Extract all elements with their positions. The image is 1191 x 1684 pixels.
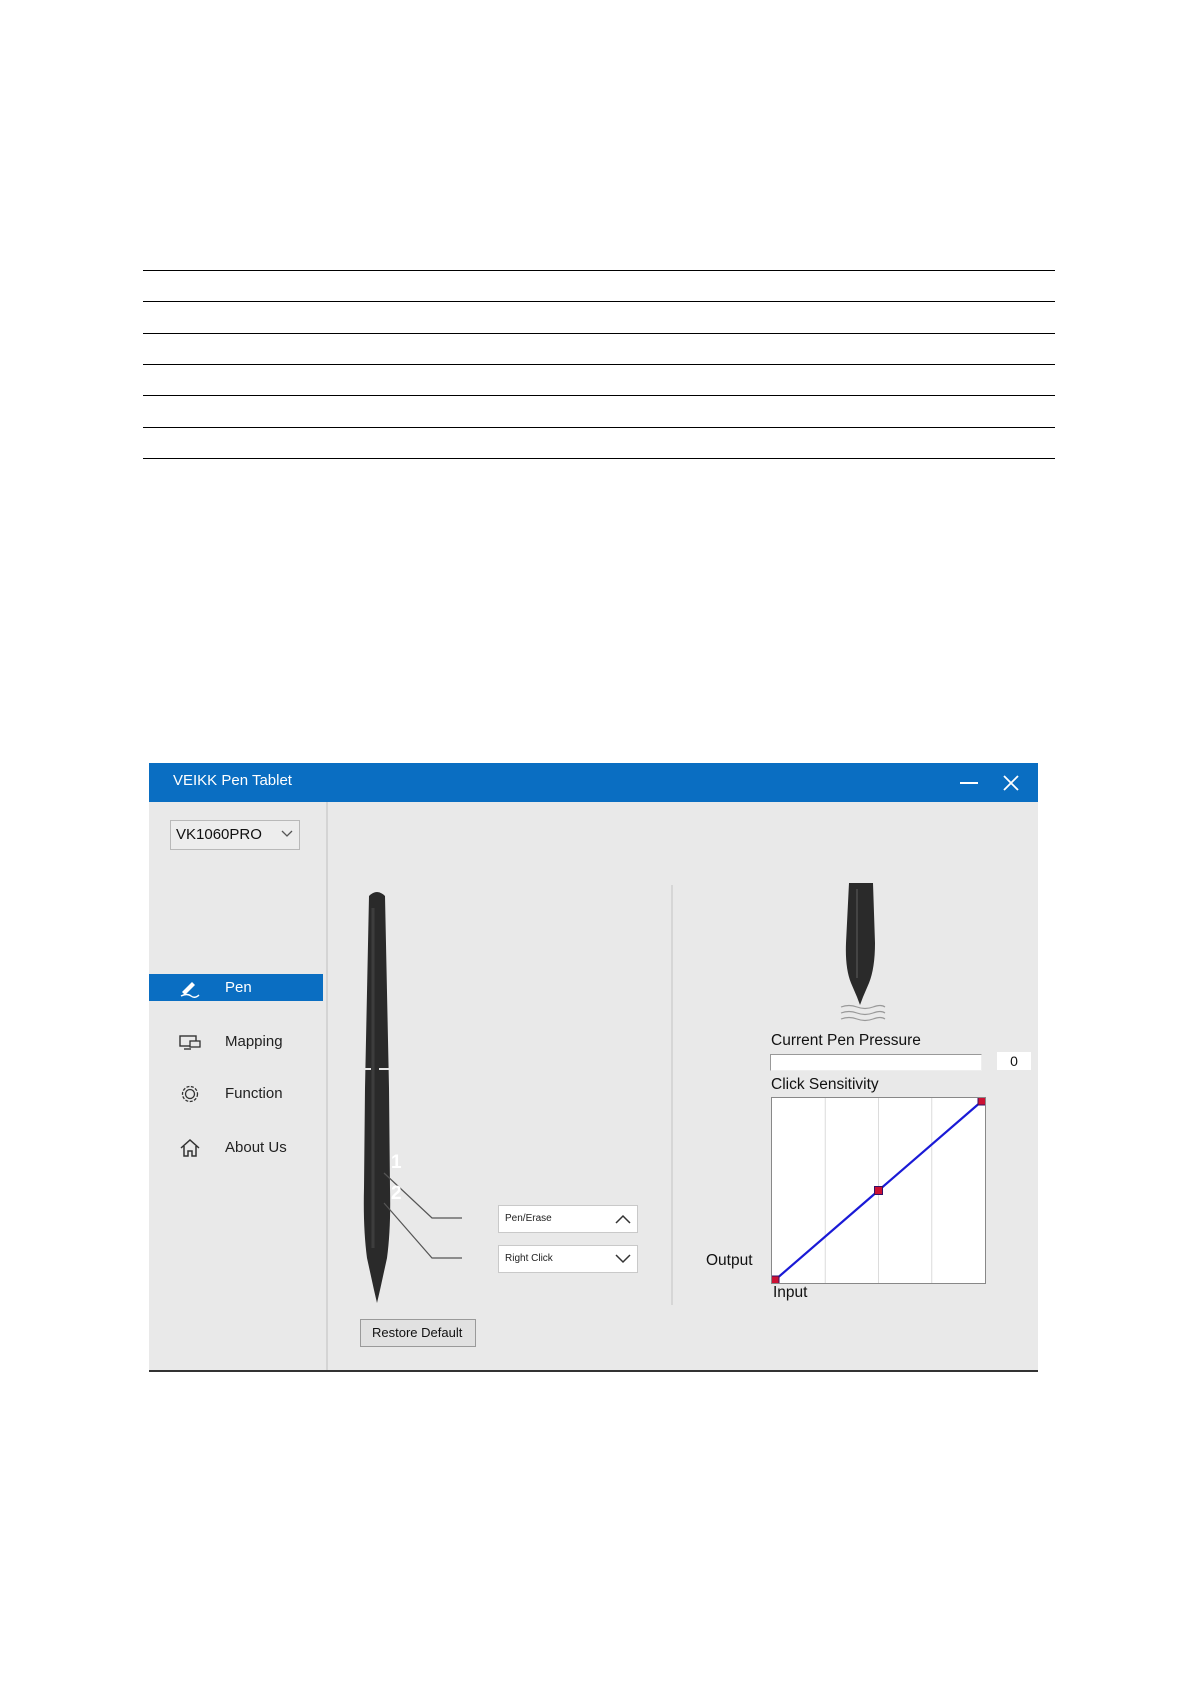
sidebar: [149, 802, 328, 1370]
page-rule: [143, 458, 1055, 459]
sidebar-item-label: About Us: [225, 1139, 287, 1156]
restore-default-label: Restore Default: [372, 1325, 463, 1340]
restore-default-button[interactable]: [360, 1319, 476, 1347]
close-icon[interactable]: [998, 770, 1024, 796]
page-rule: [143, 270, 1055, 271]
minimize-icon[interactable]: [960, 782, 978, 784]
window-title: VEIKK Pen Tablet: [173, 772, 292, 789]
click-sensitivity-label: Click Sensitivity: [771, 1076, 879, 1093]
sidebar-item-label: Pen: [225, 979, 252, 996]
pen-button-2-number: 2: [391, 1183, 402, 1204]
title-bar: [149, 763, 1038, 802]
sidebar-item-about[interactable]: [149, 1134, 323, 1161]
pen-tip-pressure-icon: [829, 883, 899, 1023]
curve-handle[interactable]: [978, 1098, 985, 1105]
pen-pressure-bar: [770, 1054, 982, 1071]
pen-button-1-value: Pen/Erase: [505, 1213, 552, 1224]
sidebar-item-label: Function: [225, 1085, 283, 1102]
pen-pressure-label: Current Pen Pressure: [771, 1032, 921, 1049]
sidebar-item-label: Mapping: [225, 1033, 283, 1050]
sensitivity-curve-area[interactable]: [771, 1097, 986, 1284]
page-rule: [143, 364, 1055, 365]
chevron-up-icon: [615, 1214, 631, 1224]
sidebar-item-function[interactable]: [149, 1080, 323, 1107]
monitor-icon: [179, 1032, 201, 1052]
curve-output-label: Output: [706, 1252, 753, 1269]
sidebar-item-mapping[interactable]: [149, 1028, 323, 1055]
pen-button-2-value: Right Click: [505, 1253, 553, 1264]
gear-icon: [179, 1084, 201, 1104]
curve-input-label: Input: [773, 1284, 808, 1301]
pen-button-1-select[interactable]: [498, 1205, 638, 1233]
page-rule: [143, 301, 1055, 302]
home-icon: [179, 1138, 201, 1158]
chevron-down-icon: [615, 1254, 631, 1264]
curve-handle[interactable]: [875, 1187, 883, 1195]
sensitivity-curve[interactable]: [772, 1098, 985, 1283]
app-window: [149, 763, 1038, 1372]
pen-button-2-select[interactable]: [498, 1245, 638, 1273]
page-rule: [143, 333, 1055, 334]
pen-button-1-number: 1: [391, 1152, 402, 1173]
device-select[interactable]: [170, 820, 300, 850]
sidebar-item-pen[interactable]: [149, 974, 323, 1001]
pen-pressure-value: 0: [997, 1052, 1031, 1070]
chevron-down-icon: [281, 830, 293, 838]
curve-handle[interactable]: [772, 1276, 779, 1283]
device-select-value: VK1060PRO: [176, 826, 262, 843]
page-rule: [143, 395, 1055, 396]
page-rule: [143, 427, 1055, 428]
pen-icon: [179, 978, 201, 998]
panel-divider: [671, 885, 673, 1305]
